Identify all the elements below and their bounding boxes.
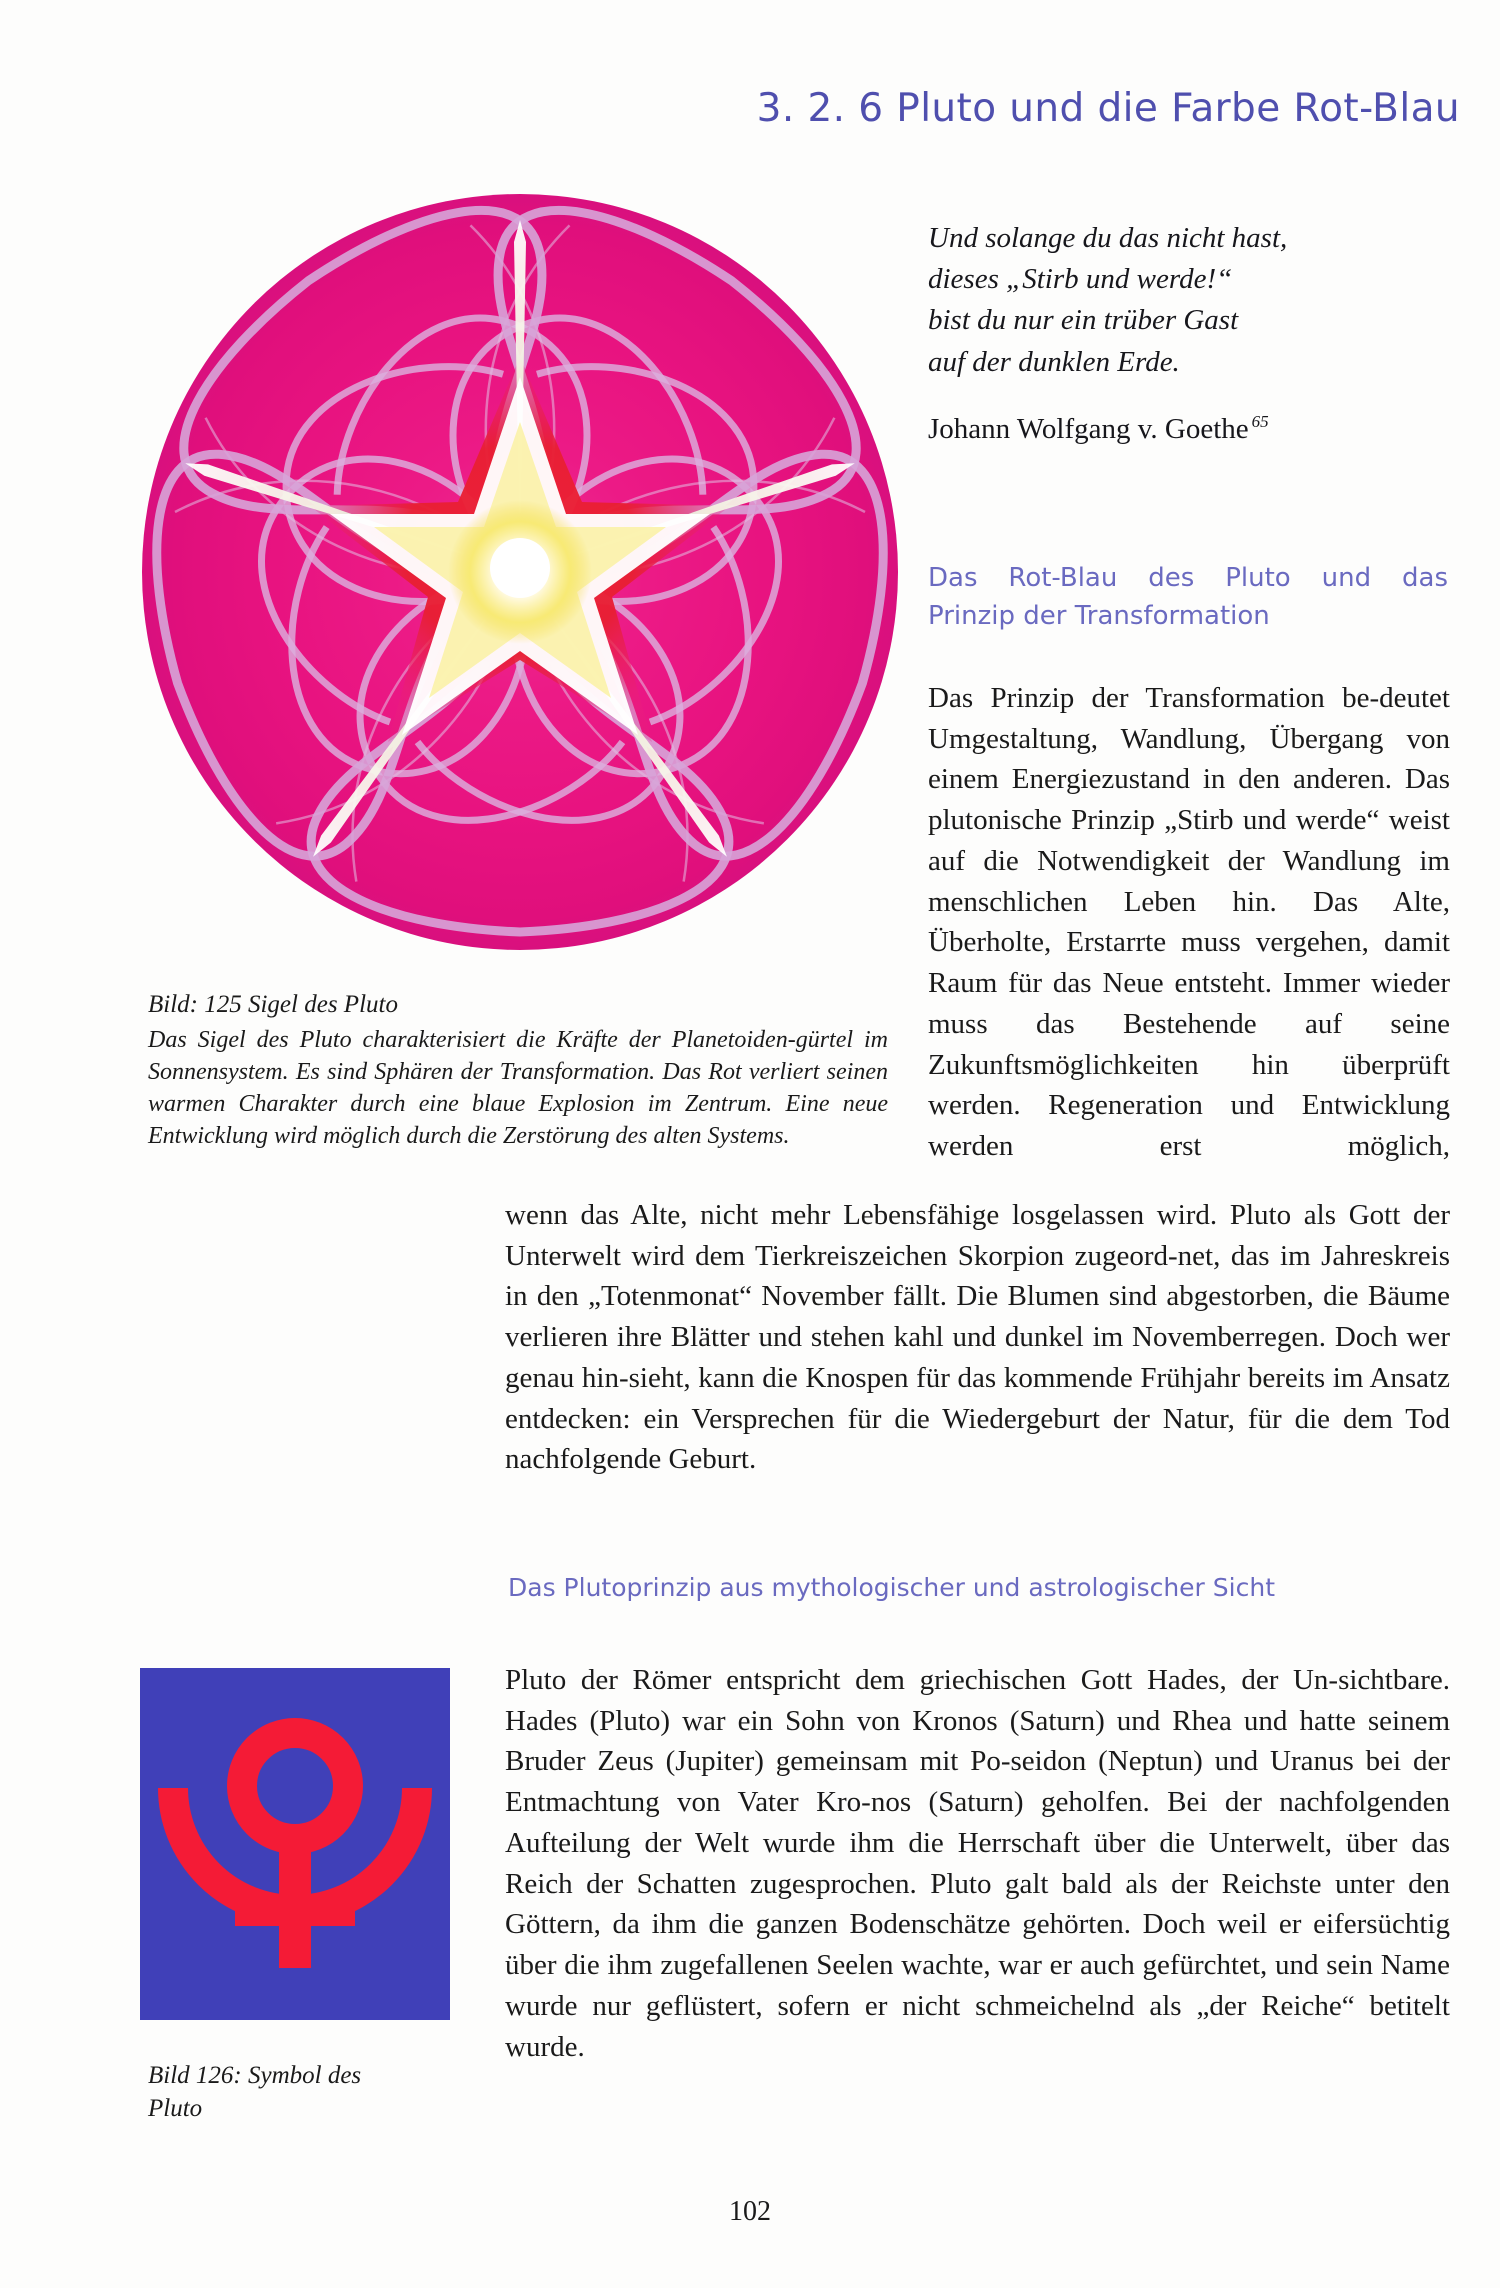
page-number: 102 [729, 2196, 771, 2227]
caption-title-125: Bild: 125 Sigel des Pluto [148, 991, 398, 1018]
page-title: 3. 2. 6 Pluto und die Farbe Rot-Blau [756, 86, 1460, 131]
figure-caption-bild-125 [148, 988, 888, 1152]
goethe-quote [928, 218, 1448, 450]
quote-attribution [928, 409, 1448, 450]
body-paragraph-plutoprinzip: Pluto der Römer entspricht dem griechischen Gott Hades, der Un-sichtbare. Hades (Pluto) war ein Sohn von Kronos (Saturn) und Rhea und hatte seinem Bruder Zeus (Jupiter) gemeinsam mit Po-seidon (Neptun) und Uranus bei der Entmachtung von Vater Kro-nos (Saturn) geholfen. Bei der nachfolgenden Aufteilung der Welt wurde ihm die Herrschaft über die Unterwelt, über das Reich der Schatten zugesprochen. Pluto galt bald als der Reichste unter den Göttern, da ihm die ganzen Bodenschätze gehörten. Doch weil er eifersüchtig über die ihm zugefallenen Seelen wachte, war er auch gefürchtet, und sein Name wurde nur geflüstert, sofern er nicht schmeichelnd als „der Reiche“ betitelt wurde. [505, 1664, 1450, 2063]
caption-body-125: Das Sigel des Pluto charakterisiert die Kräfte der Planetoiden-gürtel im Sonnensystem. Es sind Sphären der Transformation. Das Rot verliert seinen warmen Charakter durch eine blaue Explosion im Zentrum. Eine neue Entwicklung wird möglich durch die Zerstörung des alten Systems. [148, 1026, 888, 1149]
body-paragraph-transformation-wide: wenn das Alte, nicht mehr Lebensfähige losgelassen wird. Pluto als Gott der Unterwelt wird dem Tierkreiszeichen Skorpion zugeord-net, das im Jahreskreis in den „Totenmonat“ November fällt. Die Blumen sind abgestorben, die Bäume verlieren ihre Blätter und stehen kahl und dunkel im Novemberregen. Doch wer genau hin-sieht, kann die Knospen für das kommende Frühjahr bereits im Ansatz entdecken: ein Versprechen für die Wiedergeburt der Natur, für die dem Tod nachfolgende Geburt. [505, 1199, 1450, 1476]
body-paragraph-transformation-column: Das Prinzip der Transformation be-deutet Umgestaltung, Wandlung, Übergang von einem Energiezustand in den anderen. Das plutonische Prinzip „Stirb und werde“ weist auf die Notwendigkeit der Wandlung im menschlichen Leben hin. Das Alte, Überholte, Erstarrte muss vergehen, damit Raum für das Neue entsteht. Immer wieder muss das Bestehende auf seine Zukunftsmöglichkeiten hin überprüft werden. Regeneration und Entwicklung werden erst möglich, [928, 682, 1450, 1163]
figure-bild-126 [140, 1668, 450, 2020]
quote-author: Johann Wolfgang v. Goethe [928, 412, 1249, 445]
figure-bild-125 [140, 192, 900, 952]
pluto-symbol-icon [140, 1668, 450, 2020]
mandala-sigel-pluto-image [140, 192, 900, 952]
section-heading-transformation [928, 560, 1448, 636]
quote-line-3: bist du nur ein trüber Gast [928, 304, 1239, 337]
section-heading-line-1: Das Rot-Blau des Pluto und das [928, 563, 1448, 593]
caption-line-126-1: Bild 126: Symbol des [148, 2062, 362, 2089]
quote-line-1: Und solange du das nicht hast, [928, 222, 1288, 254]
quote-line-2: dieses „Stirb und werde!“ [928, 263, 1233, 296]
figure-caption-bild-126 [148, 2060, 448, 2125]
caption-line-126-2: Pluto [148, 2094, 203, 2122]
section-heading-plutoprinzip: Das Plutoprinzip aus mythologischer und astrologischer Sicht [508, 1573, 1275, 1602]
footnote-marker: 65 [1251, 412, 1269, 432]
section-heading-line-2: Prinzip der Transformation [928, 600, 1270, 631]
quote-line-4: auf der dunklen Erde. [928, 345, 1180, 378]
